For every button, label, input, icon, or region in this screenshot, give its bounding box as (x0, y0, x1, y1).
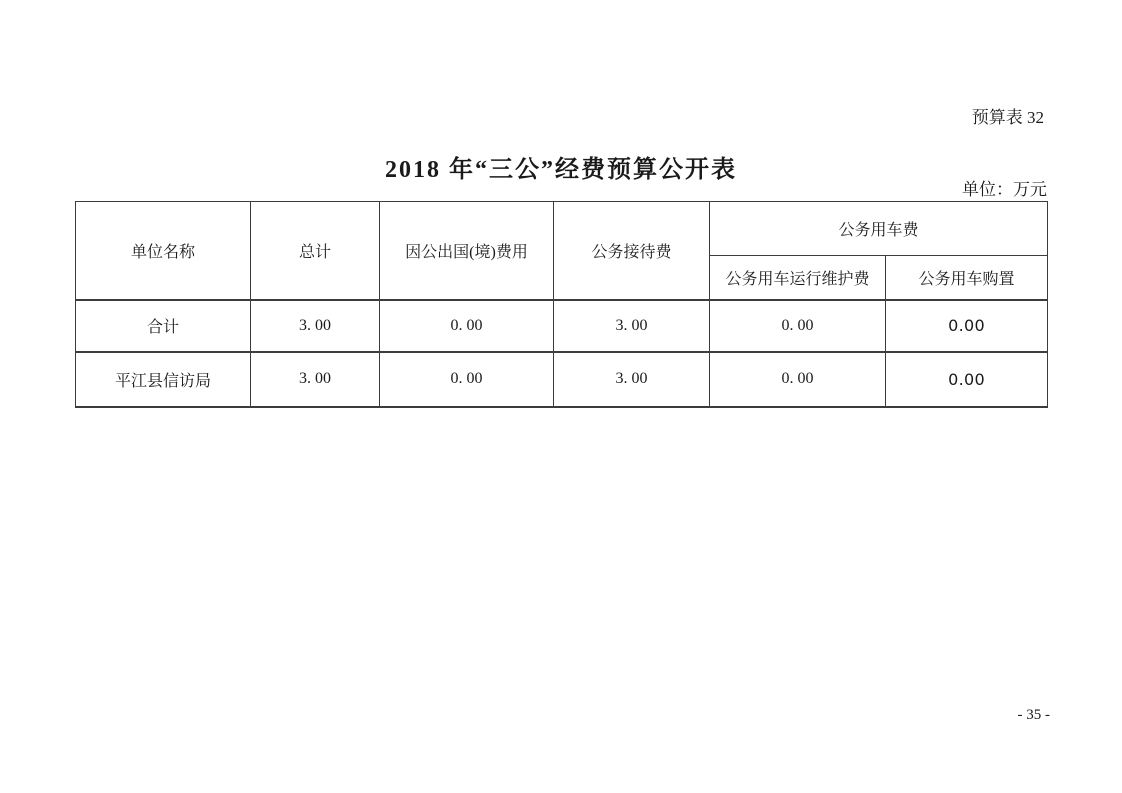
cell-vehicle-purchase: 0.00 (886, 352, 1048, 407)
header-vehicle-expense-group: 公务用车费 (710, 202, 1048, 256)
table-header (76, 202, 1048, 300)
budget-table (75, 201, 1048, 408)
cell-vehicle-purchase: 0.00 (886, 300, 1048, 352)
cell-total: 3. 00 (251, 352, 380, 407)
cell-total: 3. 00 (251, 300, 380, 352)
unit-note: 单位：万元 (962, 180, 1047, 199)
header-unit-name: 单位名称 (76, 202, 251, 300)
cell-abroad: 0. 00 (380, 352, 554, 407)
page-number: - 35 - (1017, 707, 1050, 723)
header-row-group (76, 202, 1048, 256)
cell-vehicle-maintenance: 0. 00 (710, 300, 886, 352)
cell-reception: 3. 00 (554, 352, 710, 407)
header-reception-expense: 公务接待费 (554, 202, 710, 300)
cell-unit-name: 合计 (76, 300, 251, 352)
page-title: 2018 年“三公”经费预算公开表 (385, 157, 737, 184)
cell-abroad: 0. 00 (380, 300, 554, 352)
header-vehicle-maintenance: 公务用车运行维护费 (710, 256, 886, 300)
cell-vehicle-maintenance: 0. 00 (710, 352, 886, 407)
table-row-total (76, 300, 1048, 352)
cell-unit-name: 平江县信访局 (76, 352, 251, 407)
cell-reception: 3. 00 (554, 300, 710, 352)
budget-sheet-number-label: 预算表 32 (971, 108, 1044, 127)
table-row-unit (76, 352, 1048, 407)
header-abroad-expense: 因公出国(境)费用 (380, 202, 554, 300)
header-vehicle-purchase: 公务用车购置 (886, 256, 1048, 300)
table-body (76, 300, 1048, 407)
header-total: 总计 (251, 202, 380, 300)
